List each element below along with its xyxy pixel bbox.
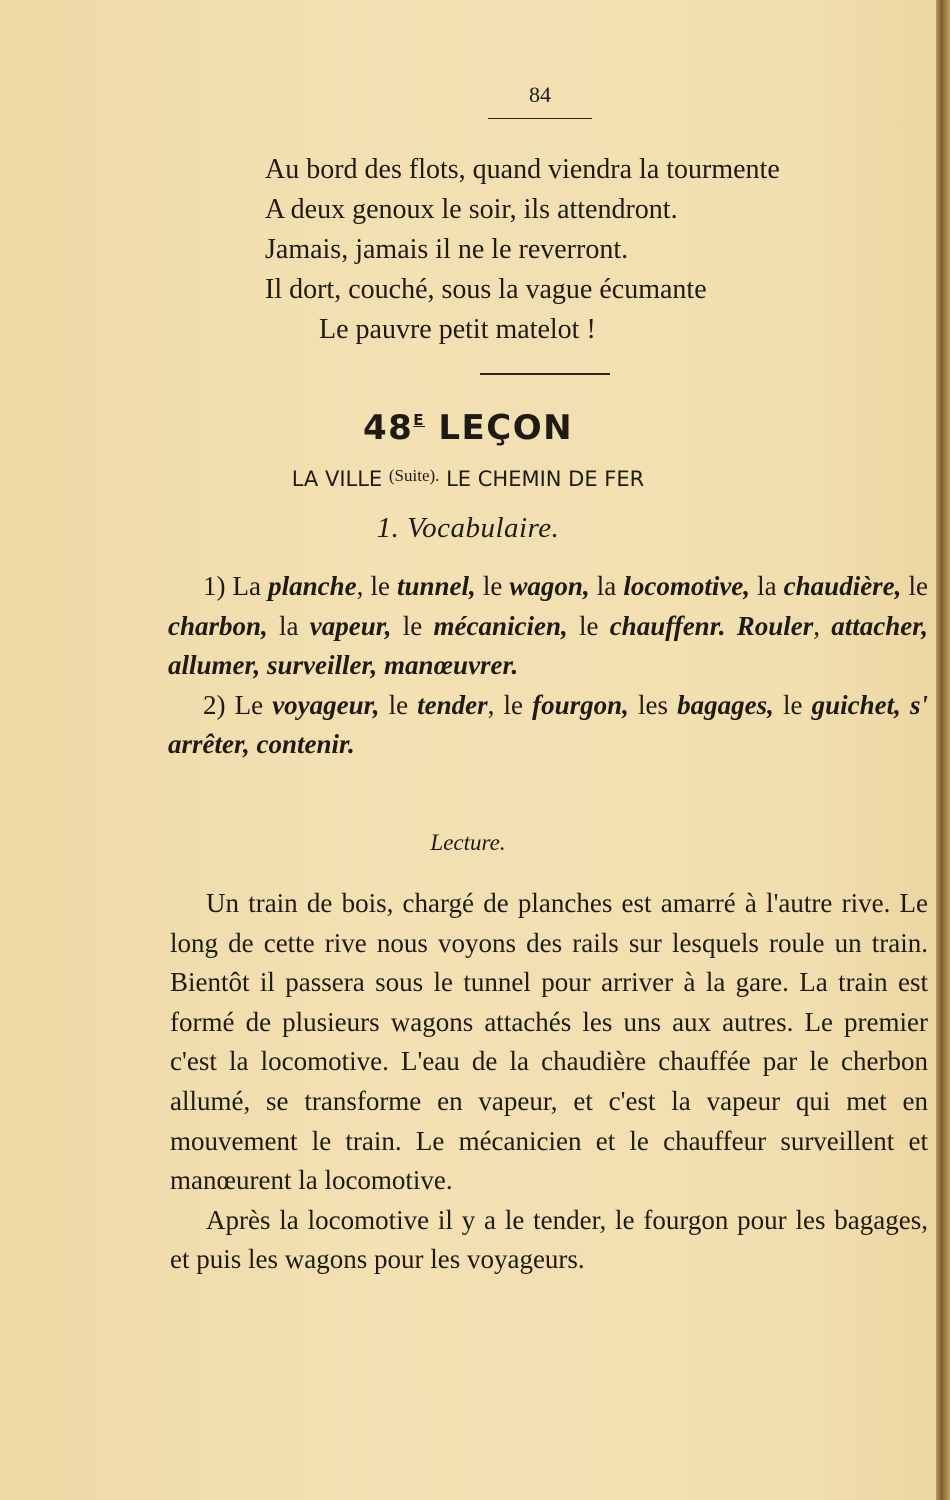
reading-paragraph-2: Après la locomotive il y a le tender, le fourgon pour les bagages, et puis les wagons pour les voyageurs. [170,1204,928,1275]
vocabulary-term: guichet, s' arrêter, contenir. [168,689,928,759]
lesson-title [0,408,936,448]
lesson-number: 48 [362,408,414,448]
vocabulary-text: , le [487,689,533,720]
poem-line: Au bord des flots, quand viendra la tourmente [265,154,780,185]
vocabulary-text: le [567,610,610,641]
poem-stanza [265,150,925,350]
vocabulary-term: chaudière, [783,571,902,601]
subtitle-railway: LE CHEMIN DE FER [446,467,645,491]
reading-paragraph-1: Un train de bois, chargé de planches est amarré à l'autre rive. Le long de cette rive nous voyons des rails sur lesquels roule un train. Bientôt il passera sous le tunnel pour arriver à la gare. La train est formé de plusieurs wagons attachés les uns aux autres. Le premier c'est la locomotive. L'eau de la chaudière chauffée par le cherbon allumé, se transforme en vapeur, et c'est la vapeur qui met en mouvement le train. Le mécanicien et le chauffeur surveillent et manœurent la locomotive. [170,888,928,1196]
subtitle-city: LA VILLE [291,467,383,491]
book-spine-edge [936,0,950,1500]
vocabulary-text: le [379,689,418,720]
vocabulary-heading: 1. Vocabulaire. [376,512,560,544]
vocabulary-text: la [750,571,784,601]
vocabulary-text: , le [356,571,397,601]
vocabulary-term: bagages, [677,689,774,720]
lesson-subtitle [0,466,936,491]
vocabulary-text: le [391,610,434,641]
vocabulary-paragraph-1 [168,567,928,686]
vocabulary-term: charbon, [168,610,268,641]
vocabulary-term: Rouler [736,610,814,641]
vocabulary-term: locomotive, [623,571,751,601]
vocabulary-text: la [589,571,624,601]
page-number: 84 [529,82,551,107]
lesson-word: LEÇON [438,408,574,448]
vocabulary-text [725,611,736,641]
poem-line: Jamais, jamais il ne le reverront. [265,234,629,265]
vocabulary-paragraph-2 [168,686,928,765]
vocabulary-text: , [813,610,832,641]
vocabulary-text: la [267,610,310,641]
vocabulary-term: attacher, allumer, surveiller, [168,610,929,680]
vocabulary-text: le [901,571,928,601]
vocabulary-text: les [628,689,678,720]
poem-line: Le pauvre petit matelot ! [319,314,596,345]
vocabulary-term: fourgon, [532,689,629,720]
vocabulary-term: chauffenr. [609,610,726,641]
vocabulary-term: manœuvrer. [384,650,519,680]
vocabulary-list [168,567,928,765]
poem-line: Il dort, couché, sous la vague écumante [265,274,707,305]
reading-text [170,884,928,1280]
vocabulary-term: planche [268,571,357,601]
vocabulary-term: voyageur, [272,689,380,720]
reading-heading: Lecture. [430,830,506,855]
vocabulary-term: vapeur, [309,610,392,641]
vocabulary-term: tender [417,689,488,720]
page-number-rule [488,118,592,119]
vocabulary-term: wagon, [509,571,590,601]
vocabulary-term: tunnel, [397,571,476,601]
vocabulary-term: mécanicien, [433,610,568,641]
lesson-number-suffix: E [413,411,426,429]
poem-line: A deux genoux le soir, ils attendront. [265,194,678,225]
section-separator [480,373,610,375]
vocabulary-text: 2) Le [203,689,273,720]
vocabulary-text: le [773,689,812,720]
vocabulary-text: le [475,571,510,601]
vocabulary-text: 1) La [203,571,269,601]
subtitle-suite: (Suite). [388,466,440,485]
